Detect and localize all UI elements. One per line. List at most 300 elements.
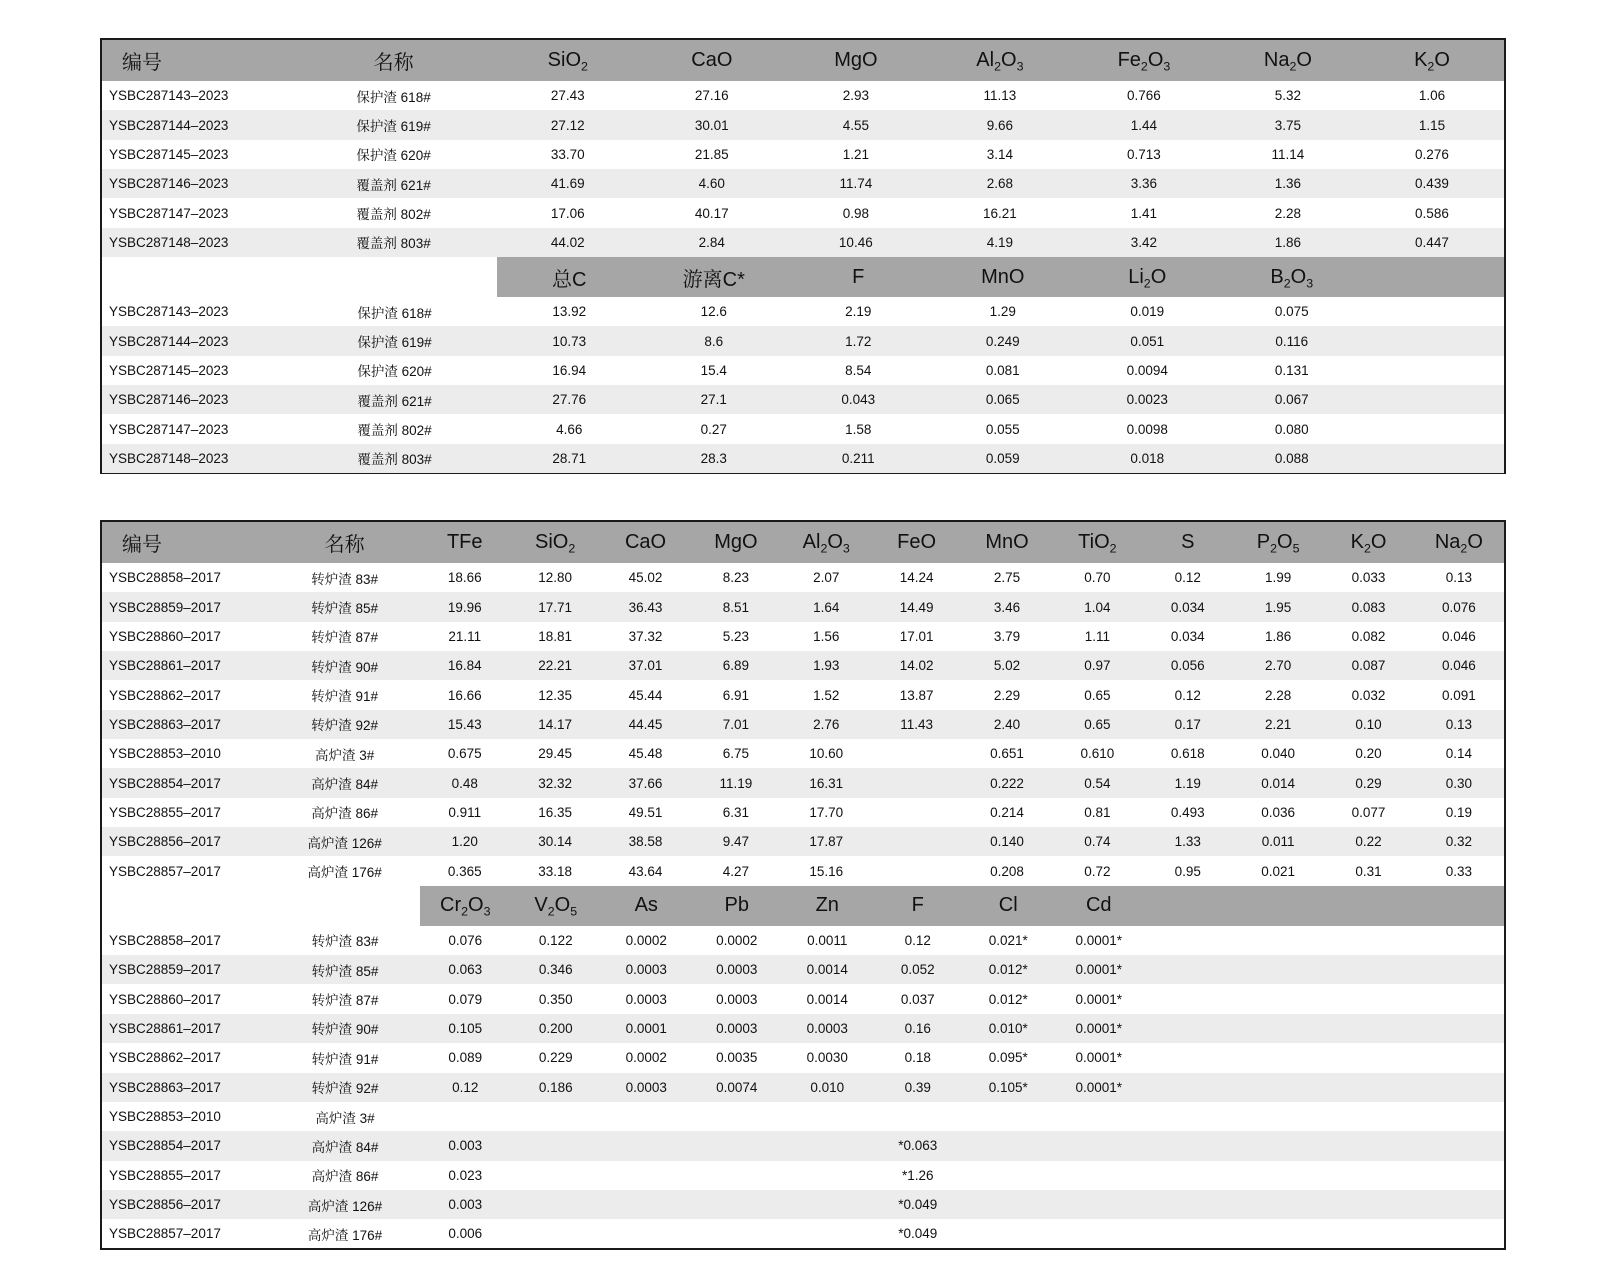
column-header: Pb [724,894,749,917]
value-cell: 0.10 [1355,716,1382,732]
value-cell: 0.222 [990,775,1024,791]
table-row [102,592,1504,621]
value-cell: 0.39 [904,1079,931,1095]
sample-name: 覆盖剂 803# [356,236,431,252]
table-row [102,856,1504,885]
value-cell: 0.076 [1441,599,1476,615]
value-cell: 0.493 [1170,804,1205,820]
value-cell: 5.02 [993,658,1021,674]
value-cell: 0.014 [1261,775,1295,791]
value-cell: 37.32 [628,628,663,644]
sample-name: 转炉渣 85# [311,963,379,979]
value-cell: 0.610 [1080,746,1115,762]
value-cell: 2.19 [845,304,872,320]
value-cell: 4.55 [842,117,869,133]
value-cell: 27.1 [700,392,727,408]
value-cell: 0.075 [1274,304,1309,320]
column-header: $P_2O_5$ [1256,531,1300,554]
column-header: MnO [981,265,1025,288]
value-cell: 0.011 [1261,834,1295,850]
value-cell: 0.043 [841,392,876,408]
value-cell: 0.0035 [716,1050,758,1066]
value-cell: 0.046 [1441,628,1476,644]
value-cell: 21.85 [694,146,729,162]
value-cell: 0.651 [990,746,1024,762]
sample-name: 覆盖剂 621# [356,177,431,193]
value-cell: 0.046 [1441,658,1476,674]
sample-name: 高炉渣 176# [307,865,382,881]
value-cell: 8.54 [845,362,872,378]
value-cell: 0.19 [1445,804,1472,820]
value-cell: 0.713 [1126,146,1161,162]
value-cell: 0.003 [448,1197,483,1213]
value-cell: 2.76 [813,716,840,732]
value-cell: 10.46 [838,234,873,250]
value-cell: 0.18 [904,1050,931,1066]
value-cell: 1.06 [1418,88,1446,104]
table-row [102,651,1504,680]
column-header: $K_2O$ [1350,531,1387,554]
value-cell: 11.74 [839,176,873,192]
value-cell: 14.24 [899,570,934,586]
value-cell: 0.22 [1355,834,1382,850]
value-cell: 0.034 [1170,599,1205,615]
value-cell: 0.063 [448,962,483,978]
value-cell: 1.86 [1274,234,1302,250]
column-header: CaO [691,49,733,71]
table-row [102,1219,1504,1248]
sample-id: YSBC28855–2017 [109,1167,221,1183]
column-header: 总C [552,268,587,291]
value-cell: 17.71 [538,599,572,615]
value-cell: 0.12 [1174,687,1201,703]
column-header: $Li_2O$ [1128,265,1167,289]
value-cell: 0.30 [1445,775,1472,791]
sample-id: YSBC28860–2017 [109,991,221,1007]
value-cell: 1.93 [813,658,840,674]
value-cell: 4.60 [698,176,725,192]
value-cell: 2.68 [986,176,1013,192]
value-cell: 0.12 [904,932,931,948]
value-cell: 37.66 [628,775,663,791]
sample-id: YSBC28859–2017 [109,599,221,615]
value-cell: 0.012* [988,962,1028,978]
value-cell: 1.29 [989,304,1016,320]
value-cell: 0.140 [990,834,1024,850]
value-cell: 0.97 [1084,658,1111,674]
sample-name: 覆盖剂 621# [357,393,432,409]
table-row [102,955,1504,984]
value-cell: 0.0011 [807,932,848,948]
value-cell: 0.065 [985,392,1020,408]
value-cell: 0.365 [447,863,482,879]
value-cell: 0.0001* [1075,1020,1123,1036]
value-cell: 11.13 [983,88,1017,104]
value-cell: 12.35 [538,687,572,703]
value-cell: *0.049 [898,1226,938,1242]
value-cell: 0.131 [1274,362,1309,378]
value-cell: 1.56 [813,628,840,644]
sample-name: 转炉渣 92# [311,1081,379,1097]
value-cell: 1.20 [451,834,478,850]
sample-id: YSBC28857–2017 [109,863,221,879]
table-row [102,1161,1504,1190]
sample-id: YSBC28856–2017 [109,834,221,850]
value-cell: 0.0030 [806,1050,848,1066]
value-cell: 0.65 [1084,716,1111,732]
value-cell: 16.94 [552,362,587,378]
column-header: 编号 [122,52,162,74]
value-cell: 1.11 [1084,628,1110,644]
sample-name: 转炉渣 90# [311,659,379,675]
value-cell: 1.44 [1130,117,1158,133]
table-row [102,444,1504,473]
table-row [102,297,1504,326]
sample-id: YSBC287146–2023 [109,392,229,408]
value-cell: 0.0001 [625,1020,667,1036]
value-cell: 0.059 [985,450,1020,466]
value-cell: 0.98 [842,205,869,221]
value-cell: 38.58 [628,834,663,850]
value-cell: 0.105* [988,1079,1028,1095]
value-cell: 27.12 [550,117,585,133]
table-row [102,1073,1504,1102]
value-cell: 17.06 [550,205,585,221]
sample-id: YSBC287146–2023 [109,176,229,192]
column-header: $Na_2O$ [1434,531,1483,554]
sample-id: YSBC287145–2023 [109,146,229,162]
table-row [102,1102,1504,1131]
column-header: $K_2O$ [1414,49,1450,72]
column-header: MnO [985,531,1029,553]
column-header: $V_2O_5$ [534,894,578,918]
sample-name: 保护渣 618# [357,305,432,321]
value-cell: 0.019 [1130,304,1165,320]
sample-name: 高炉渣 3# [315,747,375,763]
column-header: $Na_2O$ [1263,49,1312,72]
value-cell: 0.083 [1351,599,1386,615]
column-header: SiO$_2$ [547,49,588,72]
value-cell: 0.067 [1274,392,1309,408]
sample-id: YSBC287148–2023 [109,234,229,250]
value-cell: 0.0003 [625,1079,667,1095]
value-cell: 0.0074 [716,1079,758,1095]
table-row [102,228,1504,257]
value-cell: 0.12 [1174,570,1201,586]
value-cell: 18.66 [447,570,482,586]
value-cell: 0.036 [1261,804,1295,820]
value-cell: 0.16 [904,1020,931,1036]
value-cell: 1.04 [1084,599,1111,615]
table-row [102,1014,1504,1043]
sample-id: YSBC287147–2023 [109,421,229,437]
sample-name: 转炉渣 92# [311,718,379,734]
table-row [102,1190,1504,1219]
table-row [102,827,1504,856]
value-cell: 13.87 [899,687,934,703]
sample-name: 转炉渣 87# [311,993,379,1009]
value-cell: 9.66 [986,117,1013,133]
slag-flux-table [100,38,1506,474]
table-row [102,563,1504,592]
column-header: $Cr_2O_3$ [440,894,491,918]
sample-name: 高炉渣 84# [311,1139,379,1155]
value-cell: 0.276 [1415,146,1449,162]
sample-name: 高炉渣 126# [307,1198,383,1214]
column-header: 游离C* [682,268,745,291]
value-cell: 6.31 [722,804,749,820]
value-cell: 14.17 [538,716,572,732]
sample-name: 保护渣 620# [357,364,432,380]
value-cell: 2.40 [993,716,1021,732]
value-cell: 0.12 [452,1079,479,1095]
column-header: F [911,894,924,917]
value-cell: 7.01 [722,716,749,732]
value-cell: 2.75 [993,570,1021,586]
value-cell: 0.055 [985,421,1020,437]
value-cell: 16.21 [982,205,1017,221]
value-cell: 2.70 [1264,658,1292,674]
value-cell: 0.077 [1351,804,1386,820]
column-header: TFe [446,531,483,553]
value-cell: 0.65 [1084,687,1111,703]
value-cell: 0.080 [1274,421,1309,437]
value-cell: 0.14 [1445,746,1472,762]
value-cell: 1.21 [842,146,869,162]
column-header: 名称 [324,534,365,556]
value-cell: 30.14 [538,834,572,850]
value-cell: 0.034 [1170,628,1205,644]
value-cell: 0.012* [988,991,1028,1007]
value-cell: 0.0003 [806,1020,848,1036]
column-header: $Fe_2O_3$ [1117,49,1171,72]
value-cell: 44.02 [550,234,585,250]
value-cell: 0.087 [1351,658,1386,674]
value-cell: 1.99 [1264,570,1292,586]
value-cell: 4.19 [986,234,1013,250]
column-header: S [1181,531,1195,553]
value-cell: 3.79 [993,628,1021,644]
value-cell: 0.74 [1084,834,1111,850]
sample-name: 保护渣 619# [357,335,432,351]
value-cell: 0.618 [1170,746,1205,762]
value-cell: 16.66 [447,687,482,703]
value-cell: 16.35 [538,804,572,820]
value-cell: 0.249 [985,333,1020,349]
value-cell: 40.17 [694,205,729,221]
sample-id: YSBC287143–2023 [109,88,229,104]
value-cell: 2.07 [813,570,840,586]
sample-id: YSBC28853–2010 [109,1109,221,1125]
value-cell: 4.66 [556,421,583,437]
value-cell: 0.32 [1445,834,1472,850]
value-cell: 28.3 [700,450,727,466]
value-cell: 11.14 [1271,146,1305,162]
value-cell: 6.75 [722,746,749,762]
sample-name: 覆盖剂 803# [357,452,432,468]
sample-id: YSBC287144–2023 [109,117,229,133]
sample-name: 覆盖剂 802# [357,423,432,439]
value-cell: 0.0002 [716,932,758,948]
value-cell: 21.11 [448,628,482,644]
value-cell: 3.14 [986,146,1013,162]
sample-name: 高炉渣 86# [311,1169,379,1185]
value-cell: 11.19 [719,775,753,791]
value-cell: 36.43 [628,599,663,615]
table-row [102,984,1504,1013]
value-cell: 0.003 [448,1138,483,1154]
value-cell: 4.27 [722,863,749,879]
value-cell: 0.010* [988,1020,1028,1036]
sample-id: YSBC28854–2017 [109,775,221,791]
value-cell: 15.16 [809,863,844,879]
value-cell: 0.089 [448,1050,483,1066]
sample-id: YSBC28858–2017 [109,570,221,586]
sample-id: YSBC287147–2023 [109,205,229,221]
table-row [102,739,1504,768]
value-cell: 2.29 [993,687,1021,703]
value-cell: 0.229 [538,1050,573,1066]
value-cell: 0.056 [1170,658,1205,674]
column-header: SiO$_2$ [535,531,576,554]
column-header: FeO [897,531,937,553]
value-cell: 0.81 [1084,804,1111,820]
table-row [102,326,1504,355]
value-cell: 0.0001* [1075,1079,1123,1095]
column-header: $Al_2O_3$ [802,531,850,554]
value-cell: 1.72 [845,333,872,349]
table-row [102,356,1504,385]
table-row [102,81,1504,110]
value-cell: 1.33 [1174,834,1201,850]
value-cell: 0.0002 [625,932,667,948]
value-cell: 11.43 [900,716,933,732]
table-row [102,140,1504,169]
value-cell: 0.032 [1351,687,1386,703]
value-cell: 30.01 [694,117,729,133]
value-cell: 33.70 [550,146,585,162]
value-cell: 0.081 [985,362,1020,378]
column-header: TiO$_2$ [1078,531,1117,554]
value-cell: 22.21 [538,658,572,674]
sample-id: YSBC28858–2017 [109,932,221,948]
value-cell: 0.13 [1445,716,1472,732]
value-cell: 0.0001* [1075,962,1123,978]
value-cell: 28.71 [552,450,587,466]
value-cell: 8.23 [722,570,749,586]
value-cell: 14.02 [899,658,934,674]
value-cell: 1.36 [1274,176,1302,192]
value-cell: 1.19 [1174,775,1201,791]
value-cell: 1.52 [813,687,840,703]
sample-id: YSBC28862–2017 [109,687,221,703]
sample-id: YSBC287143–2023 [109,304,229,320]
value-cell: 43.64 [628,863,663,879]
value-cell: 0.0023 [1126,392,1168,408]
table-row [102,385,1504,414]
value-cell: 0.0003 [625,962,667,978]
value-cell: 0.95 [1174,863,1201,879]
value-cell: 1.86 [1264,628,1292,644]
value-cell: 15.4 [700,362,727,378]
value-cell: 0.72 [1084,863,1111,879]
value-cell: 0.051 [1130,333,1165,349]
value-cell: 0.33 [1445,863,1472,879]
column-header: Zn [815,894,839,917]
value-cell: 2.84 [698,234,725,250]
value-cell: 2.28 [1274,205,1302,221]
value-cell: 0.186 [538,1079,573,1095]
value-cell: 1.15 [1418,117,1446,133]
value-cell: 15.43 [447,716,482,732]
value-cell: 6.91 [722,687,749,703]
column-header: MgO [834,49,878,71]
value-cell: 0.018 [1130,450,1165,466]
value-cell: 0.911 [448,804,482,820]
value-cell: 27.16 [694,88,729,104]
value-cell: 0.20 [1355,746,1382,762]
value-cell: 0.200 [538,1020,573,1036]
value-cell: 0.0001* [1075,1050,1123,1066]
steel-slag-table [100,520,1506,1250]
value-cell: 0.040 [1261,746,1295,762]
table-row [102,798,1504,827]
sample-name: 转炉渣 90# [311,1022,379,1038]
value-cell: 8.51 [722,599,749,615]
value-cell: 0.0098 [1126,421,1168,437]
sample-name: 转炉渣 91# [311,689,379,705]
sample-name: 高炉渣 176# [307,1227,383,1243]
value-cell: 0.346 [538,962,573,978]
sample-id: YSBC28863–2017 [109,716,221,732]
value-cell: 0.766 [1126,88,1161,104]
value-cell: 0.0003 [625,991,667,1007]
value-cell: 0.54 [1084,775,1111,791]
value-cell: *0.049 [898,1197,938,1213]
sample-id: YSBC28855–2017 [109,804,221,820]
value-cell: 0.076 [448,932,483,948]
sample-id: YSBC28861–2017 [109,1020,221,1036]
value-cell: 0.214 [990,804,1024,820]
value-cell: 0.091 [1441,687,1476,703]
column-header: As [634,894,658,917]
value-cell: 2.21 [1264,716,1292,732]
value-cell: 0.31 [1355,863,1382,879]
table-row [102,768,1504,797]
value-cell: 45.02 [628,570,663,586]
value-cell: 8.6 [704,333,724,349]
value-cell: 49.51 [628,804,663,820]
column-header: Cd [1085,894,1112,917]
value-cell: 3.75 [1274,117,1302,133]
value-cell: 0.0001* [1075,991,1123,1007]
value-cell: 0.105 [448,1020,483,1036]
column-header: 编号 [122,534,162,556]
table-row [102,414,1504,443]
value-cell: 41.69 [550,176,585,192]
value-cell: 2.28 [1264,687,1292,703]
sample-name: 高炉渣 3# [315,1110,375,1126]
sample-id: YSBC287148–2023 [109,450,229,466]
value-cell: 0.023 [448,1167,483,1183]
value-cell: 14.49 [899,599,934,615]
value-cell: 1.58 [845,421,872,437]
value-cell: 0.350 [538,991,573,1007]
table-row [102,622,1504,651]
sample-id: YSBC28861–2017 [109,658,221,674]
sample-id: YSBC28860–2017 [109,628,221,644]
value-cell: 0.095* [988,1050,1028,1066]
